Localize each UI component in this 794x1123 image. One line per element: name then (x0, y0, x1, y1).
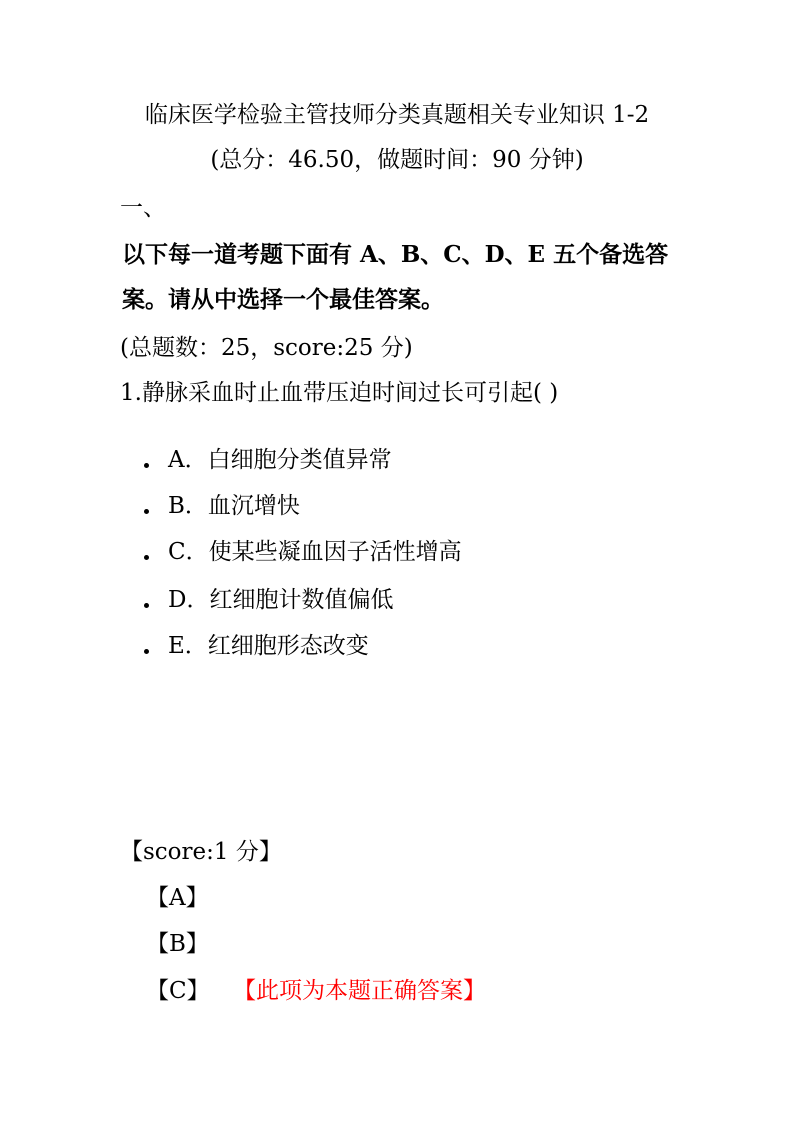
correct-answer-marker: 【此项为本题正确答案】 (233, 978, 486, 1004)
section-number: 一、 (120, 195, 166, 221)
bullet-icon (144, 649, 149, 654)
option-d: D．红细胞计数值偏低 (168, 587, 394, 613)
instructions-line-2: 案。请从中选择一个最佳答案。 (122, 286, 444, 313)
instructions-line-1: 以下每一道考题下面有 A、B、C、D、E 五个备选答 (122, 241, 669, 268)
answer-choice-b: 【B】 (146, 931, 209, 957)
option-e: E．红细胞形态改变 (168, 633, 369, 659)
document-subtitle: (总分：46.50，做题时间：90 分钟) (210, 147, 584, 173)
section-info: (总题数：25，score:25 分) (120, 335, 413, 361)
question-text: 1.静脉采血时止血带压迫时间过长可引起( ) (120, 380, 559, 406)
bullet-icon (144, 509, 149, 514)
option-b: B．血沉增快 (168, 493, 300, 519)
bullet-icon (144, 463, 149, 468)
answer-choice-a: 【A】 (146, 885, 209, 911)
document-title: 临床医学检验主管技师分类真题相关专业知识 1-2 (144, 102, 650, 128)
option-a: A．白细胞分类值异常 (168, 447, 392, 473)
answer-choice-c: 【C】 (146, 978, 210, 1004)
question-score: 【score:1 分】 (120, 839, 282, 865)
bullet-icon (144, 603, 149, 608)
bullet-icon (144, 555, 149, 560)
option-c: C．使某些凝血因子活性增高 (168, 539, 462, 565)
